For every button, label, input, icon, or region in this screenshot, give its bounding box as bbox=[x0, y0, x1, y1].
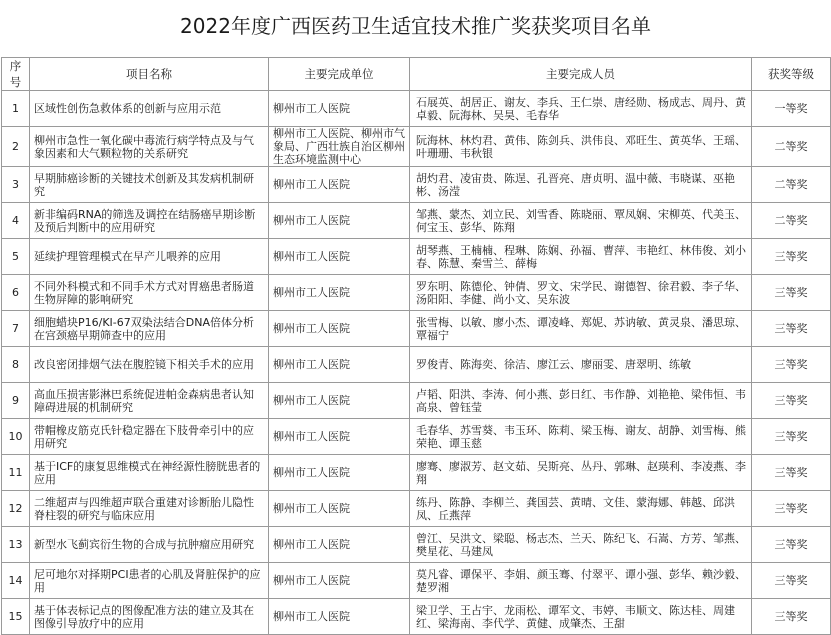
completion-unit: 柳州市工人医院 bbox=[269, 347, 410, 383]
completion-unit: 柳州市工人医院 bbox=[269, 167, 410, 203]
award-grade: 一等奖 bbox=[752, 91, 831, 127]
header-grade: 获奖等级 bbox=[752, 58, 831, 91]
row-index: 15 bbox=[2, 599, 30, 635]
award-grade: 三等奖 bbox=[752, 239, 831, 275]
award-grade: 二等奖 bbox=[752, 167, 831, 203]
award-grade: 三等奖 bbox=[752, 275, 831, 311]
award-grade: 三等奖 bbox=[752, 383, 831, 419]
table-row bbox=[2, 91, 831, 127]
header-unit: 主要完成单位 bbox=[269, 58, 410, 91]
completion-people: 罗东明、陈德伦、钟倩、罗文、宋学民、谢德智、徐君毅、李子华、汤阳阳、李健、尚小文、吴东波 bbox=[410, 275, 752, 311]
award-grade: 三等奖 bbox=[752, 455, 831, 491]
project-name: 高血压损害影淋巴系统促进帕金森病患者认知障碍进展的机制研究 bbox=[30, 383, 269, 419]
project-name: 尼可地尔对择期PCI患者的心肌及肾脏保护的应用 bbox=[30, 563, 269, 599]
award-grade: 三等奖 bbox=[752, 599, 831, 635]
completion-people: 罗俊青、陈海奕、徐洁、廖江云、廖丽雯、唐翠明、练敏 bbox=[410, 347, 752, 383]
completion-unit: 柳州市工人医院 bbox=[269, 455, 410, 491]
table-row bbox=[2, 127, 831, 167]
project-name: 二维超声与四维超声联合重建对诊断胎儿隐性脊柱裂的研究与临床应用 bbox=[30, 491, 269, 527]
project-name: 基于体表标记点的图像配准方法的建立及其在图像引导放疗中的应用 bbox=[30, 599, 269, 635]
table-row bbox=[2, 599, 831, 635]
completion-people: 练丹、陈静、李柳兰、龚国芸、黄晴、文佳、蒙海娜、韩越、邱洪凤、丘燕萍 bbox=[410, 491, 752, 527]
completion-unit: 柳州市工人医院 bbox=[269, 383, 410, 419]
award-grade: 二等奖 bbox=[752, 127, 831, 167]
completion-unit: 柳州市工人医院 bbox=[269, 91, 410, 127]
project-name: 不同外科模式和不同手术方式对胃癌患者肠道生物屏障的影响研究 bbox=[30, 275, 269, 311]
award-grade: 三等奖 bbox=[752, 311, 831, 347]
project-name: 细胞蜡块P16/KI-67双染法结合DNA倍体分析在宫颈癌早期筛查中的应用 bbox=[30, 311, 269, 347]
row-index: 4 bbox=[2, 203, 30, 239]
completion-unit: 柳州市工人医院 bbox=[269, 203, 410, 239]
row-index: 5 bbox=[2, 239, 30, 275]
completion-people: 胡灼君、凌宙贵、陈逞、孔晋亮、唐贞明、温中薇、韦晓谋、巫艳彬、汤滢 bbox=[410, 167, 752, 203]
table-row bbox=[2, 563, 831, 599]
project-name: 柳州市急性一氧化碳中毒流行病学特点及与气象因素和大气颗粒物的关系研究 bbox=[30, 127, 269, 167]
completion-unit: 柳州市工人医院 bbox=[269, 311, 410, 347]
project-name: 带帽橡皮筋克氏针稳定器在下肢骨牵引中的应用研究 bbox=[30, 419, 269, 455]
page-title: 2022年度广西医药卫生适宜技术推广奖获奖项目名单 bbox=[180, 14, 651, 38]
completion-unit: 柳州市工人医院 bbox=[269, 419, 410, 455]
table-row bbox=[2, 491, 831, 527]
row-index: 14 bbox=[2, 563, 30, 599]
table-row bbox=[2, 239, 831, 275]
row-index: 7 bbox=[2, 311, 30, 347]
project-name: 早期肺癌诊断的关键技术创新及其发病机制研究 bbox=[30, 167, 269, 203]
completion-people: 胡琴燕、王楠楠、程琳、陈娴、孙福、曹萍、韦艳红、林伟俊、刘小春、陈慧、秦雪兰、薛梅 bbox=[410, 239, 752, 275]
row-index: 13 bbox=[2, 527, 30, 563]
completion-unit: 柳州市工人医院、柳州市气象局、广西壮族自治区柳州生态环境监测中心 bbox=[269, 127, 410, 167]
completion-people: 卢韬、阳洪、李涛、何小燕、彭日红、韦作静、刘艳艳、梁伟恒、韦高泉、曾钰莹 bbox=[410, 383, 752, 419]
table-row bbox=[2, 275, 831, 311]
completion-people: 石展英、胡居正、谢友、李兵、王仁崇、唐经勋、杨成志、周丹、黄卓毅、阮海林、吴昊、毛春华 bbox=[410, 91, 752, 127]
table-row bbox=[2, 167, 831, 203]
completion-people: 廖骞、廖淑芳、赵文茹、吴斯亮、丛丹、郭琳、赵瑛利、李凌燕、李翔 bbox=[410, 455, 752, 491]
table-header-row bbox=[2, 58, 831, 91]
table-row bbox=[2, 311, 831, 347]
completion-unit: 柳州市工人医院 bbox=[269, 275, 410, 311]
project-name: 改良密闭排烟气法在腹腔镜下相关手术的应用 bbox=[30, 347, 269, 383]
completion-people: 莫凡睿、谭保平、李娟、颜玉骞、付翠平、谭小强、彭华、赖沙毅、楚罗湘 bbox=[410, 563, 752, 599]
completion-unit: 柳州市工人医院 bbox=[269, 599, 410, 635]
table-row bbox=[2, 203, 831, 239]
row-index: 12 bbox=[2, 491, 30, 527]
header-people: 主要完成人员 bbox=[410, 58, 752, 91]
completion-people: 邹燕、蒙杰、刘立民、刘雪香、陈晓丽、覃凤娴、宋柳英、代美玉、何宝玉、彭华、陈翔 bbox=[410, 203, 752, 239]
project-name: 新非编码RNA的筛选及调控在结肠癌早期诊断及预后判断中的应用研究 bbox=[30, 203, 269, 239]
award-grade: 二等奖 bbox=[752, 203, 831, 239]
table-row bbox=[2, 455, 831, 491]
completion-unit: 柳州市工人医院 bbox=[269, 527, 410, 563]
table-row bbox=[2, 383, 831, 419]
row-index: 10 bbox=[2, 419, 30, 455]
header-project: 项目名称 bbox=[30, 58, 269, 91]
completion-people: 阮海林、林灼君、黄伟、陈剑兵、洪伟良、邓旺生、黄英华、王瑶、叶珊珊、韦秋银 bbox=[410, 127, 752, 167]
table-row bbox=[2, 527, 831, 563]
completion-people: 张雪梅、以敏、廖小杰、谭凌峰、郑妮、苏讷敏、黄灵泉、潘思琼、覃福宁 bbox=[410, 311, 752, 347]
completion-unit: 柳州市工人医院 bbox=[269, 563, 410, 599]
project-name: 基于ICF的康复思维模式在神经源性膀胱患者的应用 bbox=[30, 455, 269, 491]
table-row bbox=[2, 419, 831, 455]
row-index: 11 bbox=[2, 455, 30, 491]
project-name: 新型水飞蓟宾衍生物的合成与抗肿瘤应用研究 bbox=[30, 527, 269, 563]
row-index: 2 bbox=[2, 127, 30, 167]
award-grade: 三等奖 bbox=[752, 491, 831, 527]
completion-people: 毛春华、苏雪葵、韦玉环、陈莉、梁玉梅、谢友、胡静、刘雪梅、熊荣艳、谭玉慈 bbox=[410, 419, 752, 455]
completion-unit: 柳州市工人医院 bbox=[269, 491, 410, 527]
row-index: 9 bbox=[2, 383, 30, 419]
table-row bbox=[2, 347, 831, 383]
completion-people: 曾江、吴洪文、梁聪、杨志杰、兰天、陈纪飞、石嵩、方芳、邹燕、樊星花、马建凤 bbox=[410, 527, 752, 563]
row-index: 6 bbox=[2, 275, 30, 311]
award-grade: 三等奖 bbox=[752, 563, 831, 599]
project-name: 延续护理管理模式在早产儿喂养的应用 bbox=[30, 239, 269, 275]
award-grade: 三等奖 bbox=[752, 527, 831, 563]
row-index: 1 bbox=[2, 91, 30, 127]
award-grade: 三等奖 bbox=[752, 347, 831, 383]
award-grade: 三等奖 bbox=[752, 419, 831, 455]
row-index: 3 bbox=[2, 167, 30, 203]
project-name: 区域性创伤急救体系的创新与应用示范 bbox=[30, 91, 269, 127]
completion-unit: 柳州市工人医院 bbox=[269, 239, 410, 275]
header-index: 序号 bbox=[2, 58, 30, 91]
row-index: 8 bbox=[2, 347, 30, 383]
completion-people: 梁卫学、王占宇、龙雨松、谭军文、韦婷、韦顺文、陈达桂、周建红、梁海南、李代学、黄健、成肇杰、王甜 bbox=[410, 599, 752, 635]
award-table bbox=[1, 57, 831, 635]
